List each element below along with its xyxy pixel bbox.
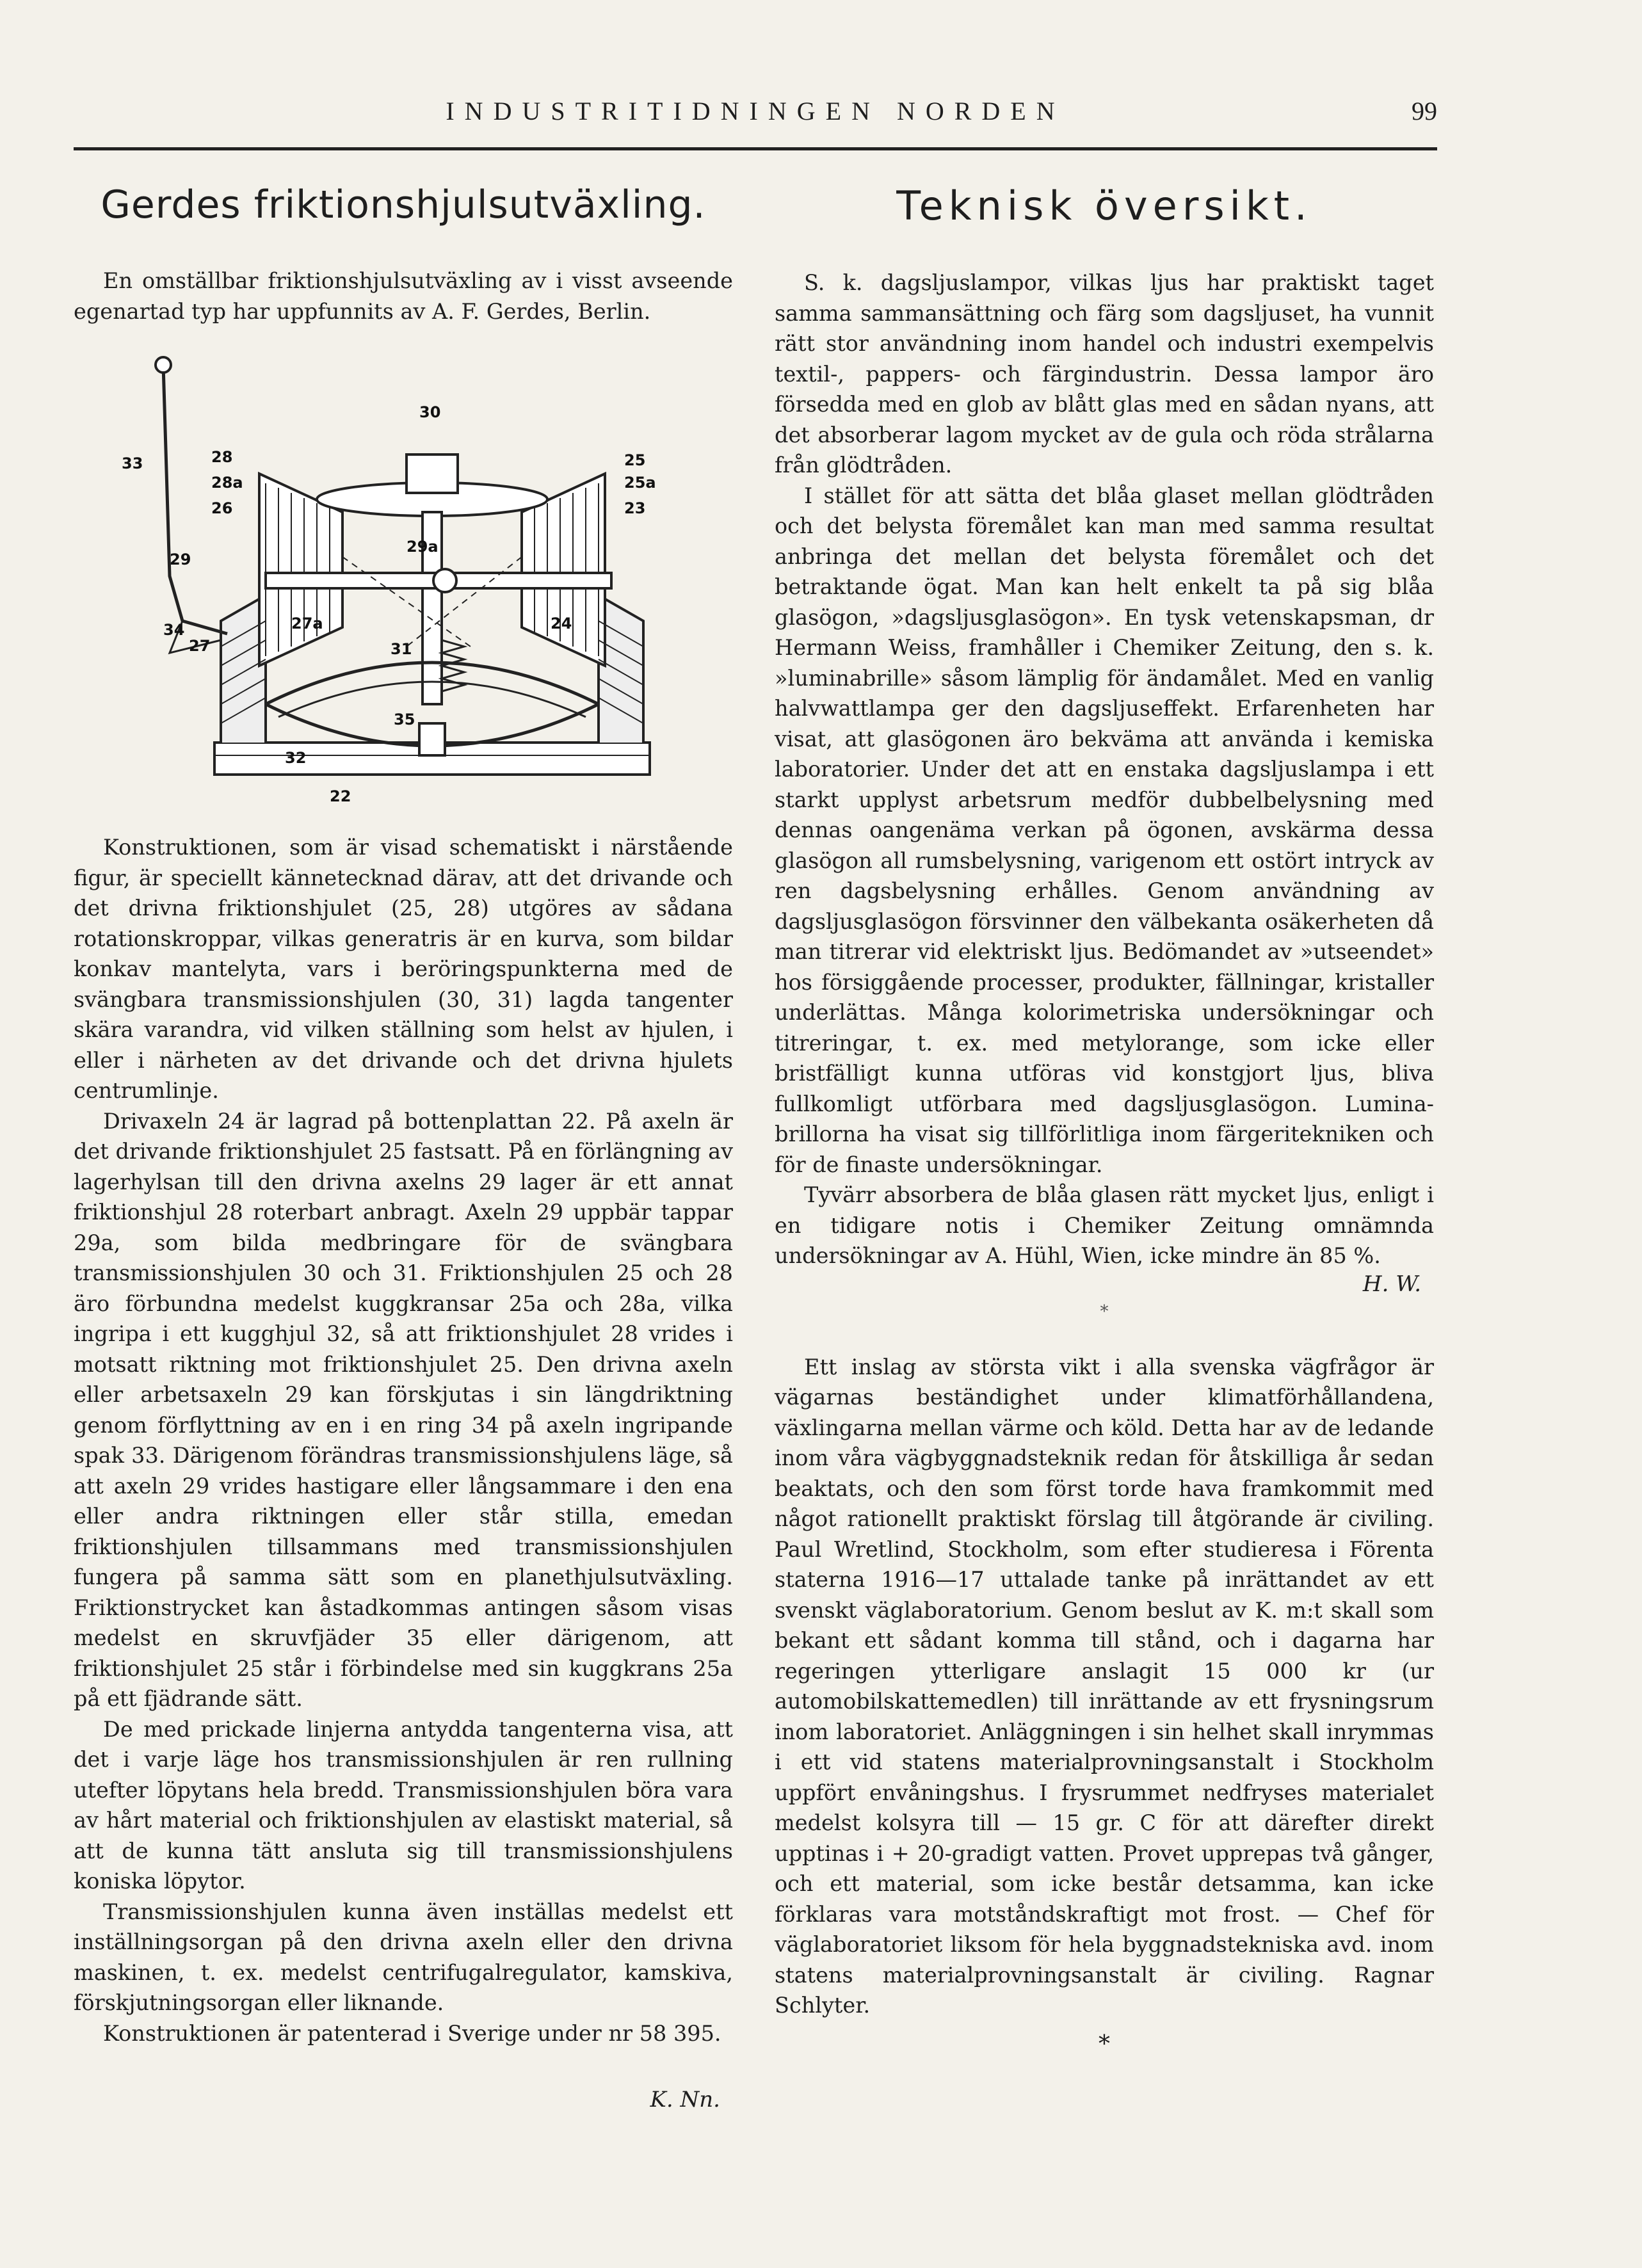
fig-label-30: 30 [419, 403, 441, 421]
right-paragraph-4: Ett inslag av största vikt i alla svenska vägfrågor är vägarnas beständighet under klimatförhållandena, växlingarna mellan värme och köld. Detta har av de ledande inom våra vägbyggnadsteknik redan för åtskilliga år sedan beaktats, och den som först torde hava framkommit med något rationellt praktiskt förslag till åtgörande är civiling. Paul Wretlind, Stockholm, som efter studieresa i Förenta staterna 1916—17 uttalade tanke på inrättandet av ett svenskt väglaboratorium. Genom beslut av K. m:t skall som bekant ett sådant komma till stånd, och i dagarna har regeringen ytterligare anslagit 15 000 kr (ur automobilskattemedlen) till inrättande av ett frysningsrum inom laboratoriet. Anläggningen i sin helhet skall inrymmas i ett vid statens materialprovningsanstalt i Stockholm uppfört envåningshus. I frysrummet nedfryses materialet medelst kolsyra till — 15 gr. C för att därefter direkt upptinas i + 20-gradigt vatten. Provet upprepas två gånger, och ett material, som icke består detsamma, kan icke förklaras vara motståndskraftigt mot frost. — Chef för väglaboratoriet liksom för hela byggnadstekniska avd. inom statens materialprovningsanstalt är civiling. Ragnar Schlyter. [775, 1354, 1434, 2018]
fig-label-22: 22 [330, 787, 351, 805]
fig-label-29: 29 [170, 551, 191, 568]
fig-label-29a: 29a [406, 538, 439, 556]
fig-label-23: 23 [624, 499, 646, 517]
fig-label-33: 33 [122, 454, 143, 472]
fig-label-32: 32 [285, 749, 307, 767]
left-paragraph-3: De med prickade linjerna antydda tangenterna visa, att det i varje läge hos transmissionshjulen är ren rullning utefter löpytans hela bredd. Transmissionshjulen böra vara av hårt material och friktionshjulen av elastiskt material, så att de kunna tätt ansluta sig till transmissionshjulens koniska löpytor. [74, 1716, 733, 1894]
left-article-title: Gerdes friktionshjulsutväxling. [101, 182, 706, 227]
section-separator: * [1100, 1301, 1109, 1321]
left-paragraph-1: Konstruktionen, som är visad schematiskt i närstående figur, är speciellt kännetecknad därav, att det drivande och det drivna friktionshjulet (25, 28) utgöres av sådana rotationskroppar, vilkas generatris är en kurva, som bildar konkav mantelyta, vars i beröringspunkterna med de svängbara transmissionshjulen (30, 31) lagda tangenter skära varandra, vid vilken ställning som helst av hjulen, i eller i närheten av det drivande och det drivna hjulets centrumlinje. [74, 835, 733, 1103]
gear-figure [74, 346, 733, 807]
fig-label-31: 31 [390, 640, 412, 658]
left-paragraph-5: Konstruktionen är patenterad i Sverige under nr 58 395. [103, 2020, 721, 2046]
right-article-title: Teknisk översikt. [896, 182, 1312, 229]
right-column [775, 182, 1434, 2057]
end-mark: * [1099, 2031, 1110, 2057]
left-signature: K. Nn. [650, 2087, 720, 2112]
transmission-diagram [74, 346, 733, 807]
right-paragraph-1: S. k. dagsljuslampor, vilkas ljus har praktiskt taget samma sammansättning och färg som dagsljuset, ha vunnit rätt stor användning inom handel och industri exempelvis textil-, pappers- och färgindustrin. Dessa lampor äro försedda med en glob av blått glas med en sådan nyans, att det absorberar lagom mycket av de gula och röda strålarna från glödtråden. [775, 270, 1434, 478]
running-title: INDUSTRITIDNINGEN NORDEN [446, 97, 1065, 125]
fig-label-25a: 25a [624, 474, 656, 492]
right-signature: H. W. [1362, 1271, 1421, 1297]
fig-label-26: 26 [211, 499, 233, 517]
fig-label-34: 34 [163, 621, 185, 639]
page-number: 99 [1412, 97, 1437, 125]
fig-label-28: 28 [211, 448, 233, 466]
left-paragraph-4: Transmissionshjulen kunna även inställas medelst ett inställningsorgan på den drivna axeln eller den drivna maskinen, t. ex. medelst centrifugalregulator, kamskiva, förskjutningsorgan eller liknande. [74, 1899, 733, 2015]
fig-label-24: 24 [551, 615, 572, 632]
page-header [74, 90, 1437, 150]
left-column [74, 182, 733, 2112]
left-paragraph-2: Drivaxeln 24 är lagrad på bottenplattan 22. På axeln är det drivande friktionshjulet 25 fastsatt. På en förlängning av lagerhylsan till den drivna axelns 29 lager är ett annat friktionshjul 28 roterbart anbragt. Axeln 29 uppbär tappar 29a, som bilda medbringare för de svängbara transmissionshjulen 30 och 31. Friktionshjulen 25 och 28 äro förbundna medelst kuggkransar 25a och 28a, vilka ingripa i ett kugghjul 32, så att friktionshjulet 28 vrides i motsatt riktning mot friktionshjulet 25. Den drivna axeln eller arbetsaxeln 29 kan förskjutas i sin längdriktning genom förflyttning av en i en ring 34 på axeln ingripande spak 33. Därigenom förändras transmissionshjulens läge, så att axeln 29 vrides hastigare eller långsammare i den ena eller andra riktningen eller står stilla, emedan friktionshjulen tillsammans med transmissionshjulen fungera på samma sätt som en planethjulsutväxling. Friktionstrycket kan åstadkommas antingen såsom visas medelst en skruvfjäder 35 eller därigenom, att friktionshjulet 25 står i förbindelse med sin kuggkrans 25a på ett fjädrande sätt. [74, 1108, 733, 1711]
fig-label-25: 25 [624, 451, 646, 469]
fig-label-27: 27 [189, 637, 211, 655]
fig-label-28a: 28a [211, 474, 243, 492]
fig-label-27a: 27a [291, 615, 323, 632]
left-intro: En omställbar friktionshjulsutväxling av i visst avseende egenartad typ har uppfunnits av A. F. Gerdes, Berlin. [74, 268, 733, 324]
right-paragraph-3: Tyvärr absorbera de blåa glasen rätt mycket ljus, enligt i en tidigare notis i Chemiker Zeitung omnämnda undersökningar av A. Hühl, Wien, icke mindre än 85 %. [775, 1182, 1434, 1268]
fig-label-35: 35 [394, 711, 415, 728]
right-paragraph-2: I stället för att sätta det blåa glaset mellan glödtråden och det belysta föremålet kan man med samma resultat anbringa det mellan det belysta föremålet och det betraktande ögat. Man kan helt enkelt ta på sig blåa glasögon, »dagsljusglasögon». En tysk vetenskapsman, dr Hermann Weiss, framhåller i Chemiker Zeitung, den s. k. »luminabrille» såsom lämplig för ändamålet. Med en vanlig halvwattlampa ger den dagsljuseffekt. Erfarenheten har visat, att glasögonen äro bekväma att använda i kemiska laboratorier. Under det att en enstaka dagsljuslampa i ett starkt upplyst arbetsrum medför dubbelbelysning med dennas oangenäma verkan på ögonen, avskärma dessa glasögon all rumsbelysning, varigenom ett ostört intryck av ren dagsbelysning erhålles. Genom användning av dagsljusglasögon försvinner den välbekanta osäkerheten då man titrerar vid elektriskt ljus. Bedömandet av »utseendet» hos försiggående processer, produkter, fällningar, kristaller underlättas. Många kolorimetriska undersökningar och titreringar, t. ex. med metylorange, som icke eller bristfälligt kunna utföras vid konstgjort ljus, bliva fullkomligt utförbara med dagsljusglasögon. Lumina-brillorna ha visat sig tillförlitliga inom färgeritekniken och för de finaste undersökningar. [775, 483, 1434, 1177]
